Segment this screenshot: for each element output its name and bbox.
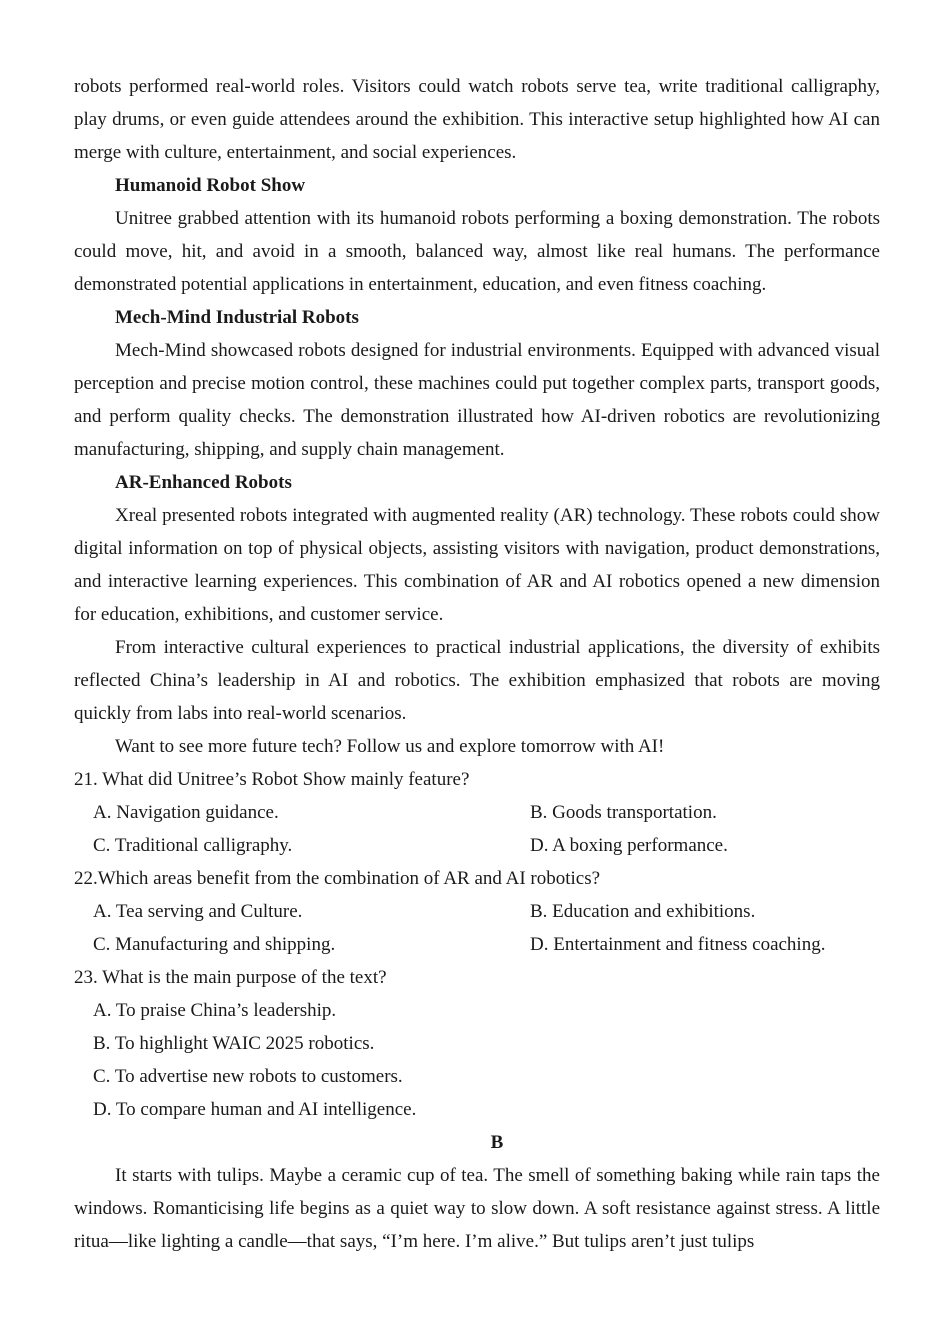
passage-b-label: B (490, 1132, 504, 1153)
option-d[interactable]: D. To compare human and AI intelligence. (93, 1099, 417, 1120)
question-23 (74, 961, 880, 1126)
option-c[interactable]: C. Traditional calligraphy. (93, 835, 293, 856)
option-a[interactable]: A. To praise China’s leadership. (93, 1000, 337, 1021)
question-21 (74, 763, 880, 862)
passage-a-call-to-action: Want to see more future tech? Follow us and explore tomorrow with AI! (115, 736, 665, 757)
section-body-ar: Xreal presented robots integrated with augmented reality (AR) technology. These robots could show digital information on top of physical objects, assisting visitors with navigation, product demonstrations, and interactive learning experiences. This combination of AR and AI robotics opened a new dimension for education, exhibitions, and customer service. (74, 505, 880, 625)
section-heading-ar: AR-Enhanced Robots (115, 472, 292, 493)
question-stem: 21. What did Unitree’s Robot Show mainly feature? (74, 769, 470, 790)
passage-a-intro: robots performed real-world roles. Visitors could watch robots serve tea, write traditional calligraphy, play drums, or even guide attendees around the exhibition. This interactive setup highlighted how AI can merge with culture, entertainment, and social experiences. (74, 76, 880, 163)
section-body-mech-mind: Mech-Mind showcased robots designed for industrial environments. Equipped with advanced visual perception and precise motion control, these machines could put together complex parts, transport goods, and perform quality checks. The demonstration illustrated how AI-driven robotics are revolutionizing manufacturing, shipping, and supply chain management. (74, 340, 880, 460)
options-grid (74, 796, 880, 862)
option-a[interactable]: A. Navigation guidance. (93, 802, 279, 823)
options-list (74, 994, 880, 1126)
passage-b-opening: It starts with tulips. Maybe a ceramic cup of tea. The smell of something baking while rain taps the windows. Romanticising life begins as a quiet way to slow down. A soft resistance against stress. A little ritua—like lighting a candle—that says, “I’m here. I’m alive.” But tulips aren’t just tulips (74, 1165, 880, 1252)
question-stem: 22.Which areas benefit from the combination of AR and AI robotics? (74, 868, 601, 889)
options-grid (74, 895, 880, 961)
question-stem: 23. What is the main purpose of the text? (74, 967, 387, 988)
option-d[interactable]: D. Entertainment and fitness coaching. (530, 934, 826, 955)
passage-a-conclusion: From interactive cultural experiences to practical industrial applications, the diversity of exhibits reflected China’s leadership in AI and robotics. The exhibition emphasized that robots are moving quickly from labs into real-world scenarios. (74, 637, 880, 724)
option-b[interactable]: B. Goods transportation. (530, 802, 717, 823)
section-body-humanoid: Unitree grabbed attention with its humanoid robots performing a boxing demonstration. The robots could move, hit, and avoid in a smooth, balanced way, almost like real humans. The performance demonstrated potential applications in entertainment, education, and even fitness coaching. (74, 208, 880, 295)
option-b[interactable]: B. To highlight WAIC 2025 robotics. (93, 1033, 375, 1054)
section-heading-humanoid: Humanoid Robot Show (115, 175, 306, 196)
question-22 (74, 862, 880, 961)
option-b[interactable]: B. Education and exhibitions. (530, 901, 756, 922)
option-a[interactable]: A. Tea serving and Culture. (93, 901, 303, 922)
page-content (74, 70, 880, 1258)
option-c[interactable]: C. Manufacturing and shipping. (93, 934, 336, 955)
section-heading-mech-mind: Mech-Mind Industrial Robots (115, 307, 359, 328)
option-c[interactable]: C. To advertise new robots to customers. (93, 1066, 403, 1087)
option-d[interactable]: D. A boxing performance. (530, 835, 728, 856)
